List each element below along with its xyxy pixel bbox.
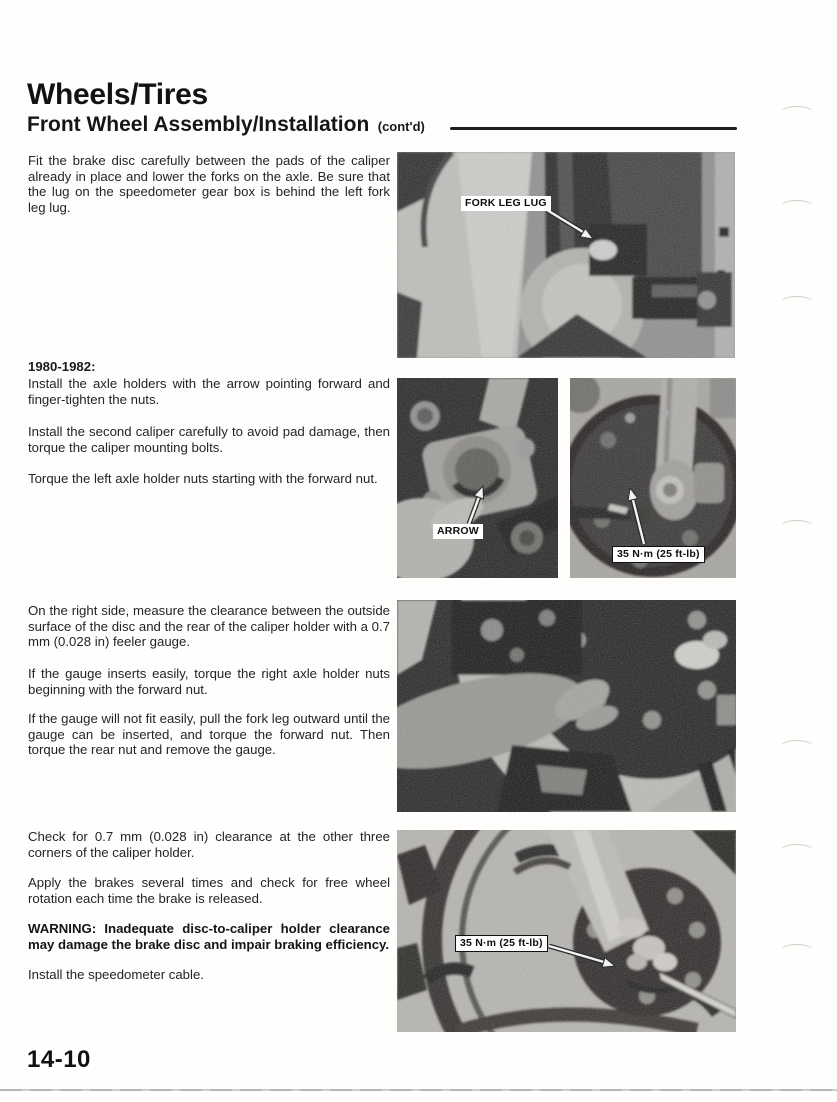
figure-arrow xyxy=(397,378,558,578)
binder-arc xyxy=(779,296,815,312)
binder-arc xyxy=(779,944,815,960)
section-title: Front Wheel Assembly/Installation xyxy=(27,113,370,136)
year-heading: 1980-1982: xyxy=(28,359,96,374)
bottom-scan-line xyxy=(0,1089,837,1091)
binder-arc xyxy=(779,740,815,756)
header-rule xyxy=(450,127,737,130)
photo-label-arrow: ARROW xyxy=(433,524,483,539)
section-heading xyxy=(27,113,425,137)
binder-arc xyxy=(779,200,815,216)
paragraph-check: Check for 0.7 mm (0.028 in) clearance at the other three corners of the caliper holder. xyxy=(28,829,390,860)
binder-arc xyxy=(779,520,815,536)
paragraph-measure: On the right side, measure the clearance between the outside surface of the disc and the rear of the caliper holder with a 0.7 mm (0.028 in) feeler gauge. xyxy=(28,603,390,650)
figure-torque-caliper xyxy=(570,378,736,578)
fork-leg-lug-photo xyxy=(397,152,735,358)
paragraph-axle-holders: Install the axle holders with the arrow pointing forward and finger-tighten the nuts. xyxy=(28,376,390,407)
torque-axle-photo xyxy=(397,830,736,1032)
arrow-photo xyxy=(397,378,558,578)
binder-arc xyxy=(779,844,815,860)
photo-label-torque-axle: 35 N·m (25 ft-lb) xyxy=(455,935,548,952)
paragraph-inserts: If the gauge inserts easily, torque the right axle holder nuts beginning with the forward nut. xyxy=(28,666,390,697)
warning-text: WARNING: Inadequate disc-to-caliper holder clearance may damage the brake disc and impair braking efficiency. xyxy=(28,921,390,952)
paragraph-intro: Fit the brake disc carefully between the pads of the caliper already in place and lower the forks on the axle. Be sure that the lug on the speedometer gear box is behind the left fork leg lug. xyxy=(28,153,390,215)
figure-clearance-check xyxy=(397,600,736,812)
paragraph-not-fit: If the gauge will not fit easily, pull the fork leg outward until the gauge can be inserted, and torque the forward nut. Then torque the rear nut and remove the gauge. xyxy=(28,711,390,758)
paragraph-second-caliper: Install the second caliper carefully to avoid pad damage, then torque the caliper mounting bolts. xyxy=(28,424,390,455)
photo-label-torque-caliper: 35 N·m (25 ft-lb) xyxy=(612,546,705,563)
paragraph-torque-left: Torque the left axle holder nuts starting with the forward nut. xyxy=(28,471,378,486)
paragraph-apply: Apply the brakes several times and check for free wheel rotation each time the brake is released. xyxy=(28,875,390,906)
photo-label-fork-leg-lug: FORK LEG LUG xyxy=(461,196,551,211)
page-number: 14-10 xyxy=(27,1046,91,1073)
paragraph-speedo: Install the speedometer cable. xyxy=(28,967,204,982)
binder-arc xyxy=(779,106,815,122)
chapter-title: Wheels/Tires xyxy=(27,78,208,111)
figure-fork-leg-lug xyxy=(397,152,735,358)
contd-suffix: (cont'd) xyxy=(377,119,425,134)
figure-torque-axle xyxy=(397,830,736,1032)
clearance-check-photo xyxy=(397,600,736,812)
